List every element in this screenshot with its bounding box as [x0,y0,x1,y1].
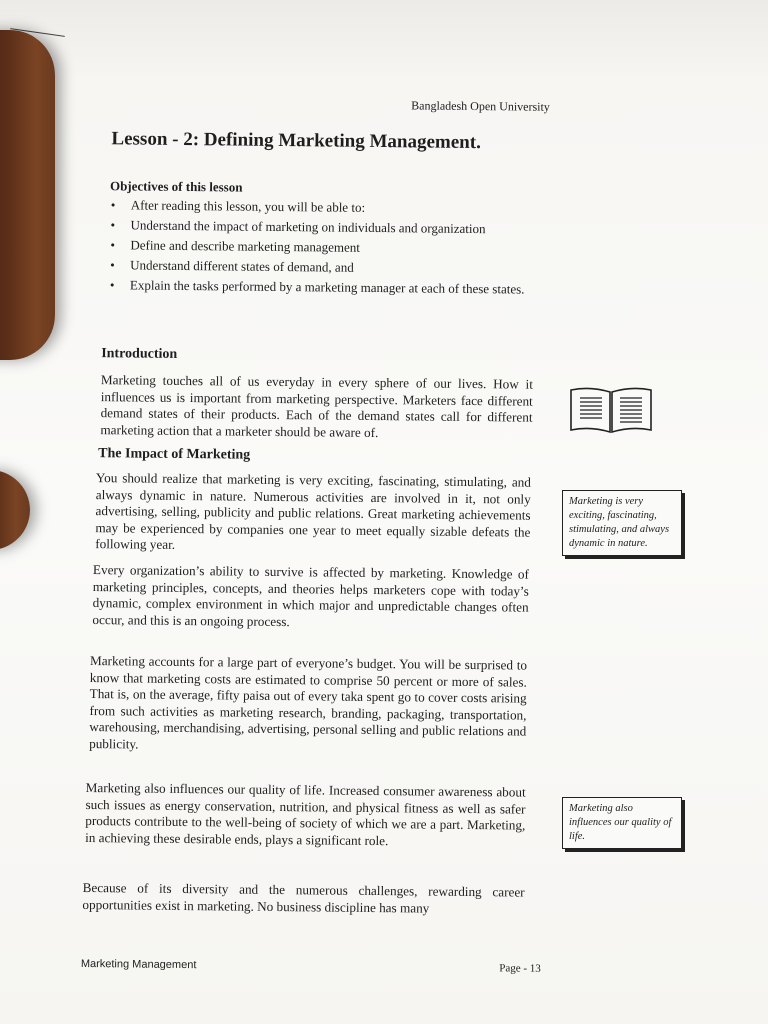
lesson-title: Lesson - 2: Defining Marketing Management. [111,128,482,154]
introduction-paragraph: Marketing touches all of us everyday in every sphere of our lives. How it influences us is important from marketing perspective. Marketers face different demand states of their products. Each of the demand states call for different marketing action that a marketer should be aware of. [100,372,534,440]
impact-heading: The Impact of Marketing [98,446,251,463]
footer-page-number: Page - 13 [499,962,541,975]
objective-item: • Understand the impact of marketing on individuals and organization [102,216,542,239]
objective-item: • After reading this lesson, you will be able to: [103,196,543,219]
finger-shadow-top [0,30,55,360]
objective-item: • Explain the tasks performed by a marketing manager at each of these states. [102,276,542,299]
footer-course-name: Marketing Management [80,957,197,972]
impact-paragraph-1: You should realize that marketing is very exciting, fascinating, stimulating, and always dynamic in nature. Numerous activities are involved in it, not only advertising, selling, publicity and public relations. Great marketing achievements may be experienced by companies one year to meet equally sizable defeats the following year. [95,470,531,553]
introduction-heading: Introduction [101,346,178,362]
impact-paragraph-5: Because of its diversity and the numerous challenges, rewarding career opportunities exist in marketing. No business discipline has many [82,879,525,916]
objective-item: • Understand different states of demand, and [102,256,542,279]
side-note-quality: Marketing also influences our quality of life. [562,797,682,849]
university-header: Bangladesh Open University [411,98,550,114]
document-page [81,90,550,975]
side-note-dynamic: Marketing is very exciting, fascinating, stimulating, and always dynamic in nature. [562,490,682,556]
open-book-icon [568,384,654,436]
objectives-list [102,196,543,301]
impact-paragraph-4: Marketing also influences our quality of life. Increased consumer awareness about such issues as energy conservation, nutrition, and physical fitness as well as safer products contribute to the well-being of society of which we are a part. Marketing, in achieving these desirable ends, plays a significant role. [85,779,526,848]
objectives-heading: Objectives of this lesson [109,178,243,195]
impact-paragraph-2: Every organization’s ability to survive is affected by marketing. Knowledge of marketing principles, concepts, and theories helps marketers cope with today’s dynamic, complex environment in which major and unpredictable changes often occur, and this is an ongoing process. [92,562,530,629]
objective-item: • Define and describe marketing management [102,236,542,259]
impact-paragraph-3: Marketing accounts for a large part of everyone’s budget. You will be surprised to know that marketing costs are estimated to comprise 50 percent or more of sales. That is, on the average, fifty paisa out of every taka spent go to cover costs arising from such activities as marketing research, branding, packaging, transportation, warehousing, merchandising, advertising, personal selling and public relations and publicity. [89,653,528,752]
